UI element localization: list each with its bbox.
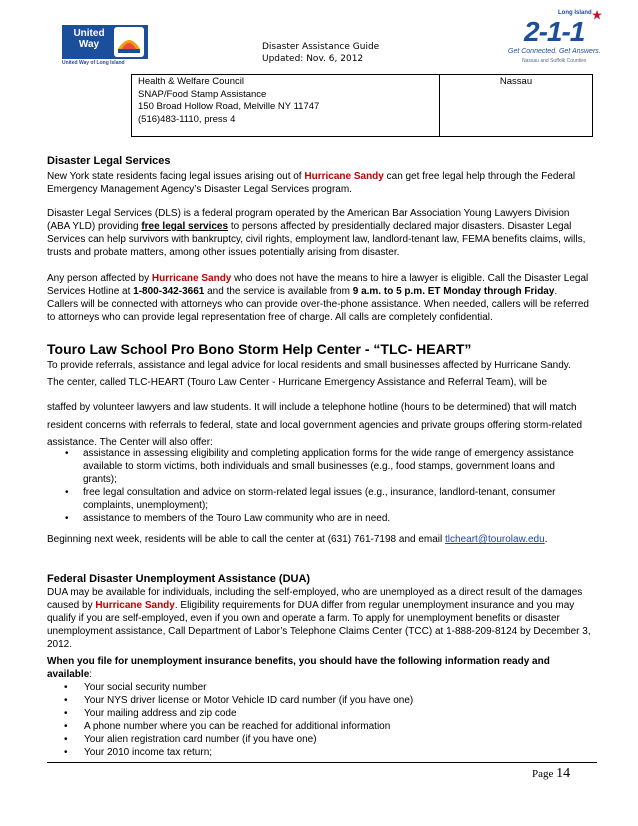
list-item: [47, 707, 591, 720]
list-item-text: Your mailing address and zip code: [84, 708, 237, 719]
bullet-icon: •: [64, 734, 68, 745]
bullet-icon: •: [64, 721, 68, 732]
document-updated: Updated: Nov. 6, 2012: [262, 54, 364, 64]
dls-p3-text: Any person affected by: [47, 273, 152, 284]
bullet-icon: •: [64, 695, 68, 706]
dls-paragraph-1: [47, 170, 591, 196]
dls-p2-text-end: to persons affected by presidentially declared major disasters. Disaster Legal Services can help survivors with bankruptcy, civil rights, employment law, landlord-tenant law, FEMA benefits claims, wills, trusts and probate matters, among other issues potentially arising from disaster.: [47, 221, 586, 258]
page-label: Page: [532, 768, 554, 780]
list-item: [47, 681, 591, 694]
211-tagline: Get Connected. Get Answers.: [508, 48, 601, 55]
touro-intro-line-2: The center, called TLC-HEART (Touro Law Center - Hurricane Emergency Assistance and Referral Team), will be: [47, 376, 548, 388]
bullet-icon: •: [65, 448, 69, 459]
document-title: Disaster Assistance Guide: [262, 42, 380, 52]
dls-paragraph-3: [47, 272, 591, 324]
dua-list-intro: [47, 655, 591, 681]
united-way-logo: [62, 25, 148, 69]
free-legal-services-link[interactable]: free legal services: [141, 221, 229, 232]
dls-hours: 9 a.m. to 5 p.m. ET Monday through Friday: [352, 286, 555, 297]
united-way-logo-box: [62, 25, 148, 59]
dls-p1-text-end: can get free legal help through the Federal Emergency Management Agency’s Disaster Legal Services program.: [47, 171, 576, 195]
tlcheart-email-link[interactable]: tlcheart@tourolaw.edu: [445, 534, 545, 545]
211-logo: [506, 10, 614, 64]
contact-line: (516)483-1110, press 4: [138, 113, 236, 125]
dua-heading: Federal Disaster Unemployment Assistance (DUA): [47, 573, 311, 585]
dls-p3-text-end: . Callers will be connected with attorneys who can provide over-the-phone assistance. When needed, callers will be referred to attorneys who can provide legal representation free of charge. All calls are completely confidential.: [47, 286, 589, 323]
page-number: [532, 766, 570, 782]
contact-line: 150 Broad Hollow Road, Melville NY 11747: [138, 101, 320, 113]
bullet-icon: •: [64, 682, 68, 693]
bullet-icon: •: [64, 747, 68, 758]
list-item-text: Your NYS driver license or Motor Vehicle ID card number (if you have one): [84, 695, 414, 706]
dls-p3-text-mid: who does not have the means to hire a lawyer is eligible. Call the Disaster Legal Services Hotline at: [47, 273, 589, 297]
dls-hotline-number: 1-800-342-3661: [133, 286, 205, 297]
contact-cell: [132, 75, 440, 137]
dua-list-intro-colon: :: [89, 669, 93, 680]
list-item: [47, 512, 591, 525]
bullet-icon: •: [65, 487, 69, 498]
list-item-text: free legal consultation and advice on storm-related legal issues (e.g., insurance, landlord-tenant, consumer complaints, unemployment);: [83, 487, 556, 511]
footer-divider: [47, 762, 597, 763]
dua-text-end: . Eligibility requirements for DUA differ from regular unemployment insurance and you may qualify if you are self-employed, even if you own and operate a farm. To apply for unemployment benefits or disaster unemployment assistance, Call Department of Labor’s Telephone Claims Center (TCC) at 1-888-209-8124 by December 3, 2012.: [47, 600, 591, 650]
211-number: 2-1-1: [524, 16, 585, 47]
table-row: [132, 75, 593, 137]
touro-intro: [47, 358, 591, 391]
dls-p3-text-mid2: and the service is available from: [204, 286, 353, 297]
county-cell: Nassau: [440, 75, 593, 137]
list-item-text: Your alien registration card number (if you have one): [84, 734, 317, 745]
united-way-logo-text: United Way: [73, 28, 105, 50]
dua-paragraph: [47, 586, 591, 651]
hurricane-sandy-highlight: Hurricane Sandy: [304, 171, 384, 182]
united-way-subtitle: United Way of Long Island: [62, 60, 125, 66]
hurricane-sandy-highlight: Hurricane Sandy: [95, 600, 175, 611]
touro-closing-text: Beginning next week, residents will be able to call the center at (631) 761-7198 and email: [47, 534, 446, 545]
dls-p2-text: Disaster Legal Services (DLS) is a federal program operated by the American Bar Association Young Lawyers Division (ABA YLD) providing: [47, 208, 570, 232]
list-item-text: Your social security number: [84, 682, 207, 693]
dls-p1-text: New York state residents facing legal issues arising out of: [47, 171, 305, 182]
list-item: [47, 733, 591, 746]
dls-paragraph-2: [47, 207, 591, 259]
list-item-text: assistance in assessing eligibility and completing application forms for the wide range of emergency assistance available to storm victims, both individuals and small businesses (e.g., food stamps, government loans and grants);: [83, 448, 574, 485]
list-item-text: A phone number where you can be reached for additional information: [84, 721, 391, 732]
list-item: [47, 694, 591, 707]
page-number-value: 14: [556, 766, 571, 781]
touro-bullet-list: [47, 447, 591, 525]
touro-closing: [47, 533, 591, 546]
touro-intro-line-1: To provide referrals, assistance and legal advice for local residents and small businesses affected by Hurricane Sandy.: [47, 360, 571, 371]
contact-line: SNAP/Food Stamp Assistance: [138, 88, 267, 100]
contact-table: [131, 74, 593, 137]
bullet-icon: •: [65, 513, 69, 524]
touro-body: [47, 399, 591, 452]
dua-list-intro-text: When you file for unemployment insurance benefits, you should have the following information ready and available: [47, 656, 550, 680]
list-item-text: Your 2010 income tax return;: [84, 747, 213, 758]
dua-text: DUA may be available for individuals, including the self-employed, who are unemployed as a direct result of the damages caused by: [47, 587, 583, 611]
bullet-icon: •: [64, 708, 68, 719]
dls-heading: Disaster Legal Services: [47, 155, 171, 167]
list-item: [47, 746, 591, 759]
211-subtitle: Nassau and Suffolk Counties: [522, 58, 587, 64]
touro-heading: Touro Law School Pro Bono Storm Help Center - “TLC- HEART”: [47, 341, 472, 357]
dua-checklist: [47, 681, 591, 759]
hurricane-sandy-highlight: Hurricane Sandy: [151, 273, 232, 284]
list-item-text: assistance to members of the Touro Law community who are in need.: [83, 513, 391, 524]
list-item: [47, 720, 591, 733]
document-header: [262, 41, 379, 65]
touro-body-text: staffed by volunteer lawyers and law students. It will include a telephone hotline (hours to be determined) that will match resident concerns with referrals to federal, state and local government agencies and private groups offering storm-related assistance. The Center will also offer:: [47, 402, 583, 448]
united-way-hand-icon: [114, 27, 144, 57]
list-item: [47, 486, 591, 512]
list-item: [47, 447, 591, 486]
211-region: Long Island: [558, 10, 592, 16]
contact-line: Health & Welfare Council: [138, 76, 244, 87]
touro-closing-end: .: [544, 534, 548, 545]
star-icon: [592, 10, 602, 20]
